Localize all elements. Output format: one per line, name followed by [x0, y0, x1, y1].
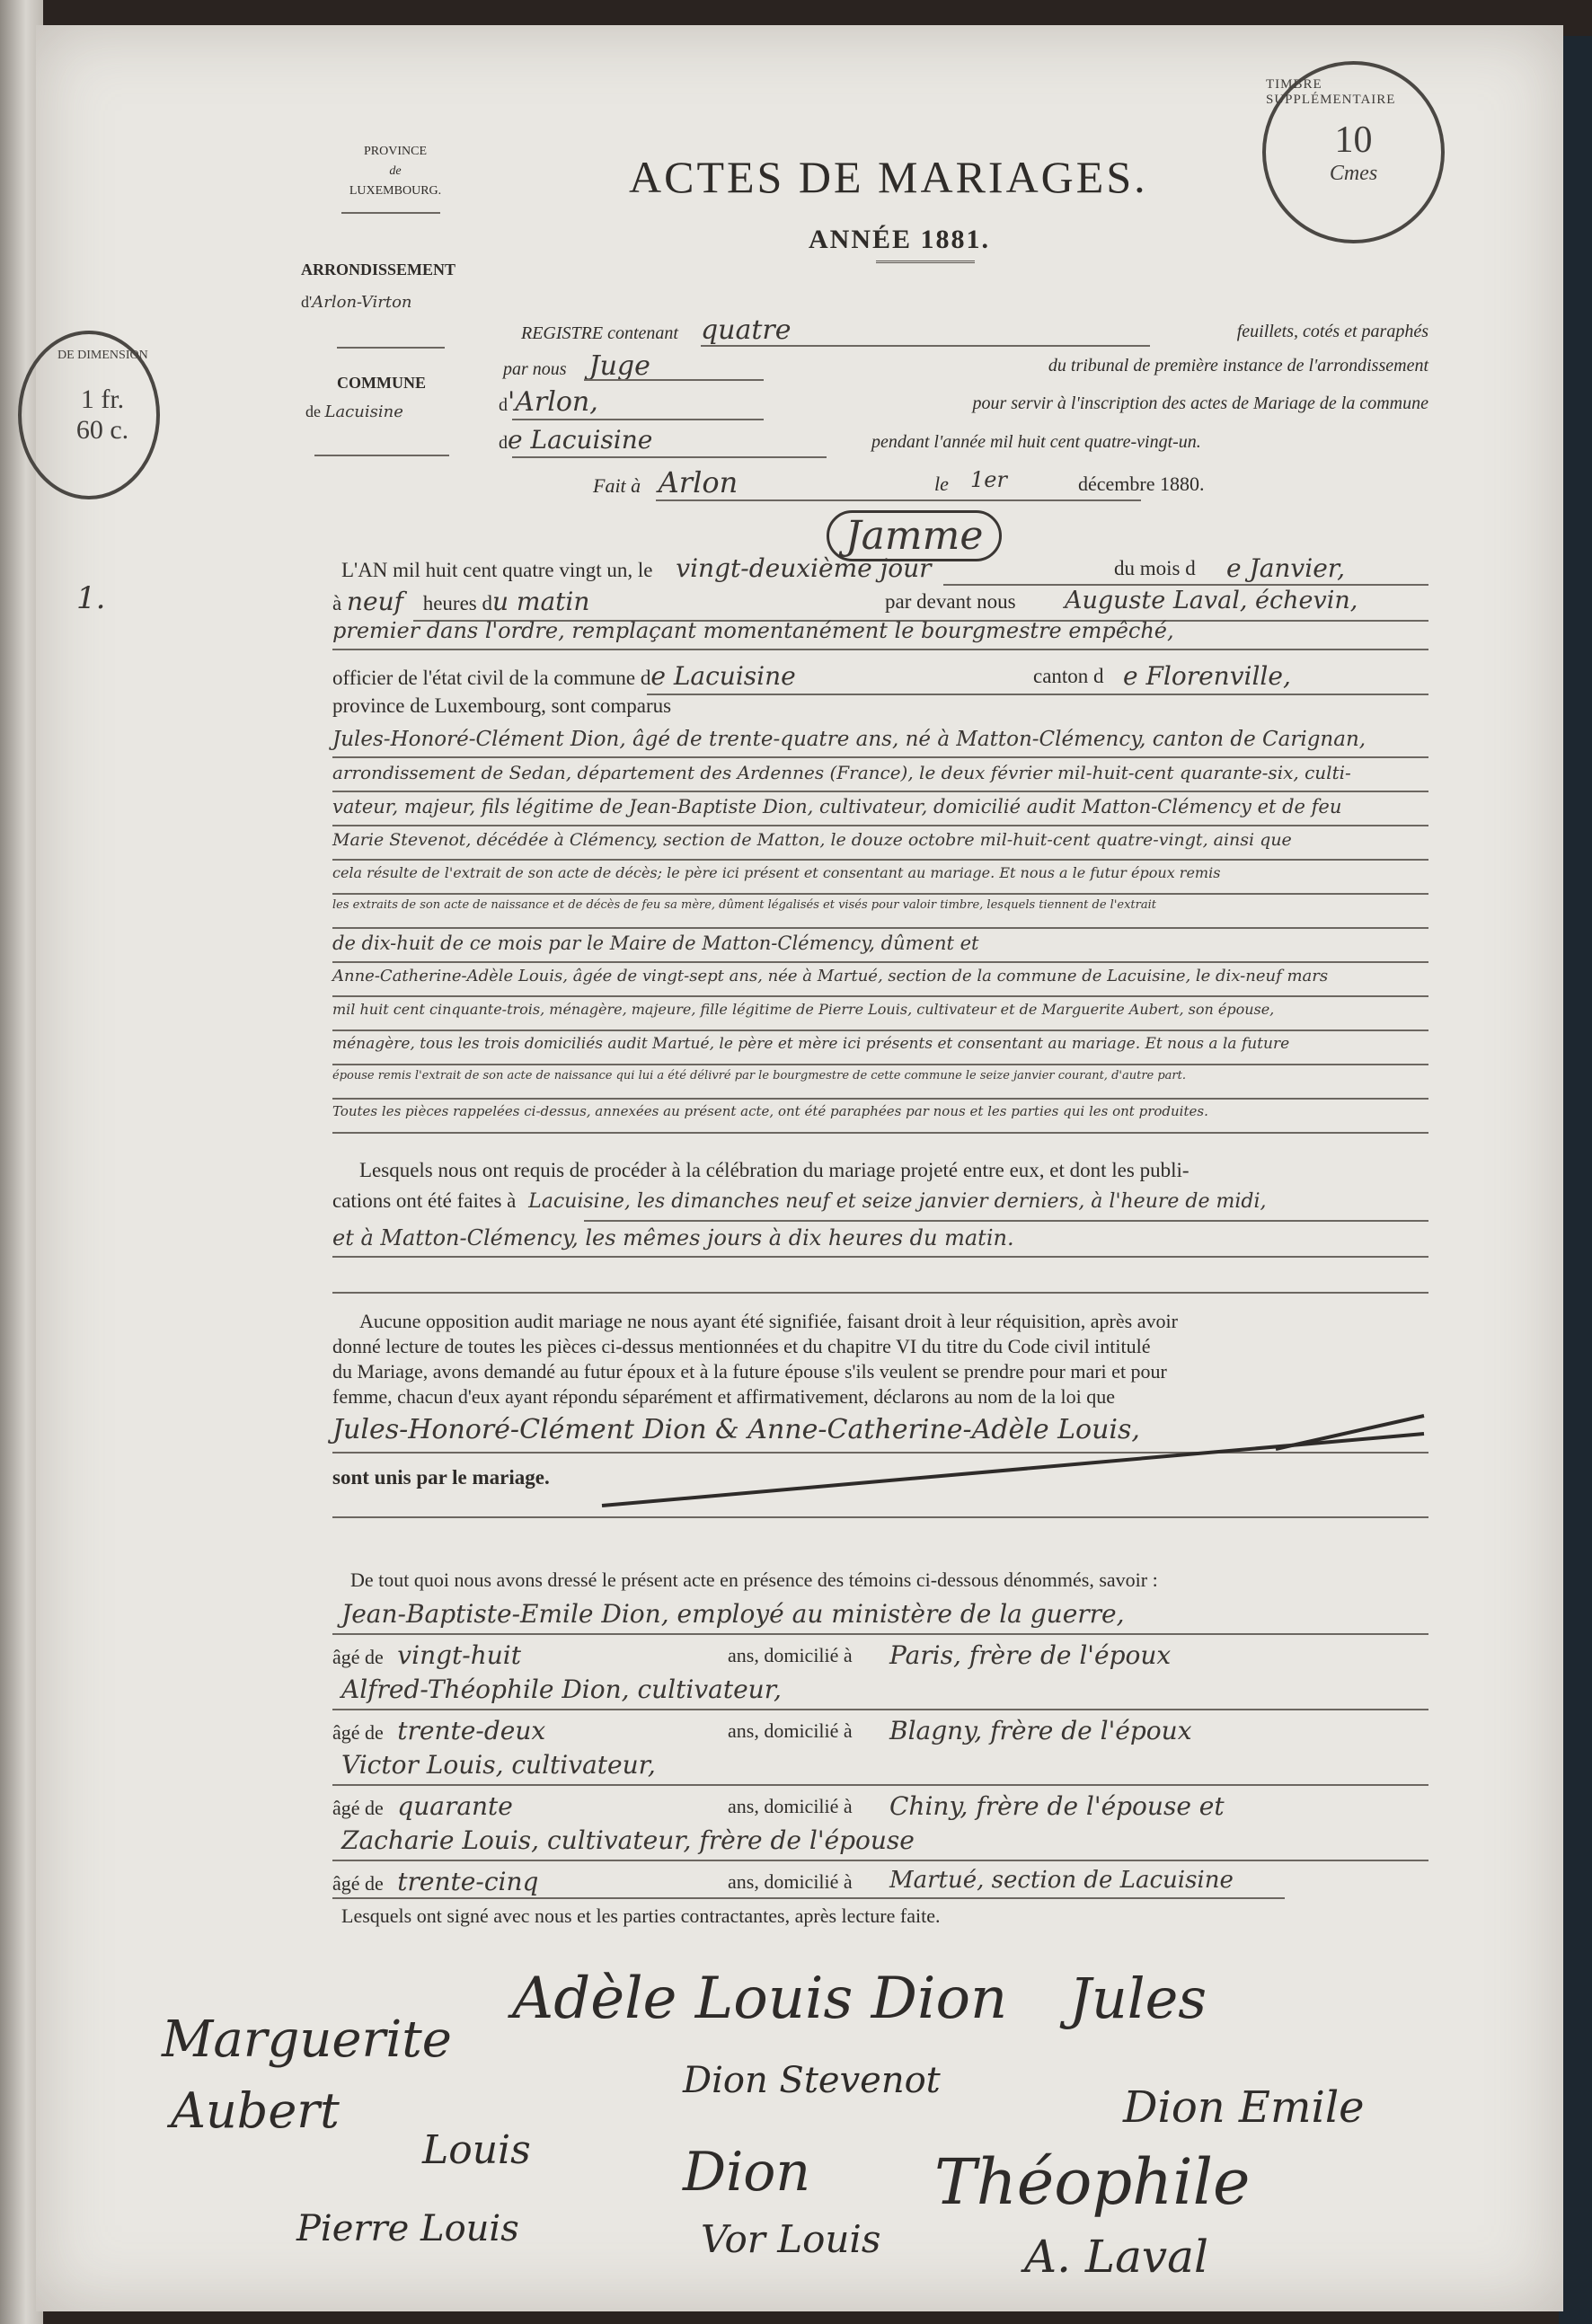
register-place-suffix: pour servir à l'inscription des actes de Mariage de la commune [972, 393, 1428, 413]
register-leaves: quatre [700, 314, 792, 346]
signature-aubert: Aubert [171, 2082, 340, 2139]
witness-3-place: Chiny, frère de l'épouse et [889, 1791, 1225, 1821]
signature-a-laval: A. Laval [1024, 2231, 1208, 2283]
province-line-2: de [389, 164, 402, 178]
signature-adele-louis-dion: Adèle Louis Dion [512, 1966, 1008, 2032]
domicile-label: ans, domicilié à [728, 1719, 853, 1742]
publication-value-1: Lacuisine, les dimanches neuf et seize janvier derniers, à l'heure de midi, [528, 1190, 1267, 1213]
act-hour: neuf [346, 587, 403, 616]
signature-louis: Louis [422, 2127, 531, 2173]
age-label: âgé de [332, 1721, 384, 1744]
body-line: vateur, majeur, fils légitime de Jean-Baptiste Dion, cultivateur, domicilié audit Matton-Clémency et de feu [332, 796, 1342, 817]
witness-2-place: Blagny, frère de l'époux [889, 1716, 1192, 1745]
opposition-line-2: donné lecture de toutes les pièces ci-dessus mentionnées et du chapitre VI du titre du Code civil intitulé [332, 1335, 1151, 1357]
witness-3-name: Victor Louis, cultivateur, [341, 1750, 656, 1780]
body-line: Jules-Honoré-Clément Dion, âgé de trente-quatre ans, né à Matton-Clémency, canton de Carignan, [332, 728, 1366, 751]
register-suffix: feuillets, cotés et paraphés [1236, 322, 1428, 341]
witness-2-name: Alfred-Théophile Dion, cultivateur, [341, 1675, 782, 1704]
publication-line-1: Lesquels nous ont requis de procéder à la célébration du mariage projeté entre eux, et dont les publi- [359, 1159, 1190, 1181]
signature-dion-emile: Dion Emile [1123, 2082, 1365, 2133]
arrondissement-prefix: d' [301, 293, 313, 311]
signature-dion: Dion [683, 2141, 811, 2204]
body-line: cela résulte de l'extrait de son acte de décès; le père ici présent et consentant au mariage. Et nous a le futur époux remis [332, 864, 1221, 881]
stamp-value: 10 [1334, 119, 1373, 161]
register-commune-prefix: d [499, 433, 508, 453]
witness-2-age: trente-deux [397, 1716, 546, 1745]
witness-3-details [332, 1791, 1428, 1821]
witness-4-place: Martué, section de Lacuisine [889, 1867, 1234, 1894]
register-by-suffix: du tribunal de première instance de l'arrondissement [1048, 356, 1428, 376]
body-line: Marie Stevenot, décédée à Clémency, section de Matton, le douze octobre mil-huit-cent quatre-vingt, ainsi que [332, 830, 1292, 850]
fill-line [332, 1784, 1428, 1786]
witness-1-name: Jean-Baptiste-Emile Dion, employé au ministère de la guerre, [341, 1599, 1125, 1629]
province-line-3: LUXEMBOURG. [349, 184, 442, 198]
age-label: âgé de [332, 1646, 384, 1668]
body-line: Anne-Catherine-Adèle Louis, âgée de vingt-sept ans, née à Martué, section de la commune de Lacuisine, le dix-neuf mars [332, 967, 1329, 985]
act-official: Auguste Laval, échevin, [1065, 587, 1358, 614]
act-line-5: province de Luxembourg, sont comparus [332, 694, 672, 717]
body-line: de dix-huit de ce mois par le Maire de Matton-Clémency, dûment et [332, 932, 979, 954]
age-label: âgé de [332, 1872, 384, 1895]
witness-intro: De tout quoi nous avons dressé le présent acte en présence des témoins ci-dessous dénommés, savoir : [350, 1568, 1158, 1591]
closing-statement: Lesquels ont signé avec nous et les parties contractantes, après lecture faite. [341, 1904, 941, 1927]
judge-signature: Jamme [827, 510, 1002, 561]
body-line: Toutes les pièces rappelées ci-dessus, annexées au présent acte, ont été paraphées par nous et les parties qui les ont produites. [332, 1103, 1208, 1119]
signature-pierre-louis: Pierre Louis [296, 2208, 519, 2249]
act-time: u matin [492, 587, 590, 616]
act-hours-label: heures d [422, 592, 492, 614]
register-label: REGISTRE contenant [521, 323, 678, 343]
opposition-line-4: femme, chacun d'eux ayant répondu séparément et affirmativement, déclarons au nom de la loi que [332, 1385, 1115, 1408]
fait-place: Arlon [658, 465, 739, 499]
age-label: âgé de [332, 1797, 384, 1819]
publication-label: cations ont été faites à [332, 1189, 517, 1212]
act-month-label: du mois d [1114, 557, 1196, 579]
publication-value-2: et à Matton-Clémency, les mêmes jours à dix heures du matin. [332, 1225, 1014, 1250]
register-commune-value: e Lacuisine [508, 425, 653, 455]
signature-marguerite: Marguerite [162, 2010, 452, 2069]
fill-line [332, 1633, 1428, 1635]
register-commune-suffix: pendant l'année mil huit cent quatre-vingt-un. [871, 432, 1201, 452]
act-officer: officier de l'état civil de la commune d [332, 667, 651, 689]
body-line: mil huit cent cinquante-trois, ménagère, majeure, fille légitime de Pierre Louis, cultivateur et de Marguerite Aubert, son épouse, [332, 1001, 1275, 1018]
witness-2-details [332, 1716, 1428, 1745]
stamp-unit: Cmes [1329, 162, 1378, 185]
domicile-label: ans, domicilié à [728, 1870, 853, 1893]
fait-le: le [934, 473, 949, 495]
signature-theophile: Théophile [934, 2145, 1251, 2219]
domicile-label: ans, domicilié à [728, 1644, 853, 1666]
signature-jules: Jules [1069, 1966, 1207, 2031]
stamp-text: DE DIMENSION [57, 349, 148, 362]
body-line: épouse remis l'extrait de son acte de naissance qui lui a été délivré par le bourgmestre de cette commune le seize janvier courant, d'autre part. [332, 1069, 1186, 1082]
stamp-value-2: 60 c. [75, 415, 129, 445]
act-month: e Janvier, [1226, 553, 1345, 583]
body-line: arrondissement de Sedan, département des Ardennes (France), le deux février mil-huit-cent quarante-six, culti- [332, 762, 1351, 783]
register-by-value: Juge [588, 350, 650, 382]
fill-line [332, 1709, 1428, 1710]
act-canton: e Florenville, [1123, 661, 1291, 691]
commune-value: Lacuisine [324, 402, 403, 421]
united-statement: sont unis par le mariage. [332, 1466, 550, 1489]
fait-label: Fait à [593, 474, 641, 497]
witness-4-age: trente-cinq [397, 1867, 539, 1896]
stamp-value: 1 fr. [80, 384, 125, 414]
body-line: les extraits de son acte de naissance et de décès de feu sa mère, dûment légalisés et visés pour valoir timbre, lesquels tiennent de l'extrait [332, 898, 1156, 912]
fill-line [332, 1897, 1285, 1899]
witness-4-name: Zacharie Louis, cultivateur, frère de l'épouse [341, 1825, 915, 1855]
commune-label: COMMUNE [337, 374, 426, 392]
act-line-3: premier dans l'ordre, remplaçant momentanément le bourgmestre empêché, [332, 618, 1174, 643]
book-cover-edge [1559, 36, 1592, 2324]
province-line-1: PROVINCE [363, 145, 427, 158]
witness-4-details [332, 1867, 1428, 1896]
register-page [36, 25, 1563, 2311]
signature-victor-louis: Vor Louis [701, 2217, 881, 2261]
act-before: par devant nous [885, 590, 1016, 613]
witness-1-place: Paris, frère de l'époux [889, 1640, 1172, 1670]
opposition-line-1: Aucune opposition audit mariage ne nous ayant été signifiée, faisant droit à leur réquisition, après avoir [359, 1310, 1178, 1332]
witness-3-age: quarante [397, 1791, 513, 1821]
spouses-names: Jules-Honoré-Clément Dion & Anne-Catherine-Adèle Louis, [332, 1414, 1140, 1445]
body-line: ménagère, tous les trois domiciliés audit Martué, le père et mère ici présents et consentant au mariage. Et nous a la future [332, 1035, 1290, 1053]
act-commune: e Lacuisine [650, 661, 796, 691]
arrondissement-label: ARRONDISSEMENT [301, 261, 456, 278]
year: ANNÉE 1881. [809, 225, 991, 254]
register-place-prefix: d [499, 395, 508, 415]
act-canton-label: canton d [1033, 665, 1104, 687]
domicile-label: ans, domicilié à [728, 1795, 853, 1817]
fill-line [332, 1860, 1428, 1861]
commune-prefix: de [305, 402, 321, 420]
signature-dion-stevenot: Dion Stevenot [683, 2060, 941, 2101]
fait-date: décembre 1880. [1078, 473, 1205, 495]
witness-1-age: vingt-huit [397, 1640, 522, 1670]
page-title: ACTES DE MARIAGES. [629, 152, 1148, 202]
witness-1-details [332, 1640, 1428, 1670]
stamp-text: TIMBRE SUPPLÉMENTAIRE [1266, 77, 1396, 107]
opposition-line-3: du Mariage, avons demandé au futur époux et à la future épouse s'ils veulent se prendre pour mari et pour [332, 1360, 1167, 1383]
register-by-label: par nous [503, 359, 567, 379]
act-at: à [332, 592, 342, 614]
arrondissement-value: Arlon-Virton [312, 293, 412, 312]
act-year: L'AN mil huit cent quatre vingt un, le [341, 559, 653, 581]
fait-day: 1er [970, 467, 1007, 492]
act-day: vingt-deuxième jour [676, 553, 932, 583]
margin-note: 1. [76, 580, 106, 616]
register-place-value: 'Arlon, [508, 386, 598, 418]
